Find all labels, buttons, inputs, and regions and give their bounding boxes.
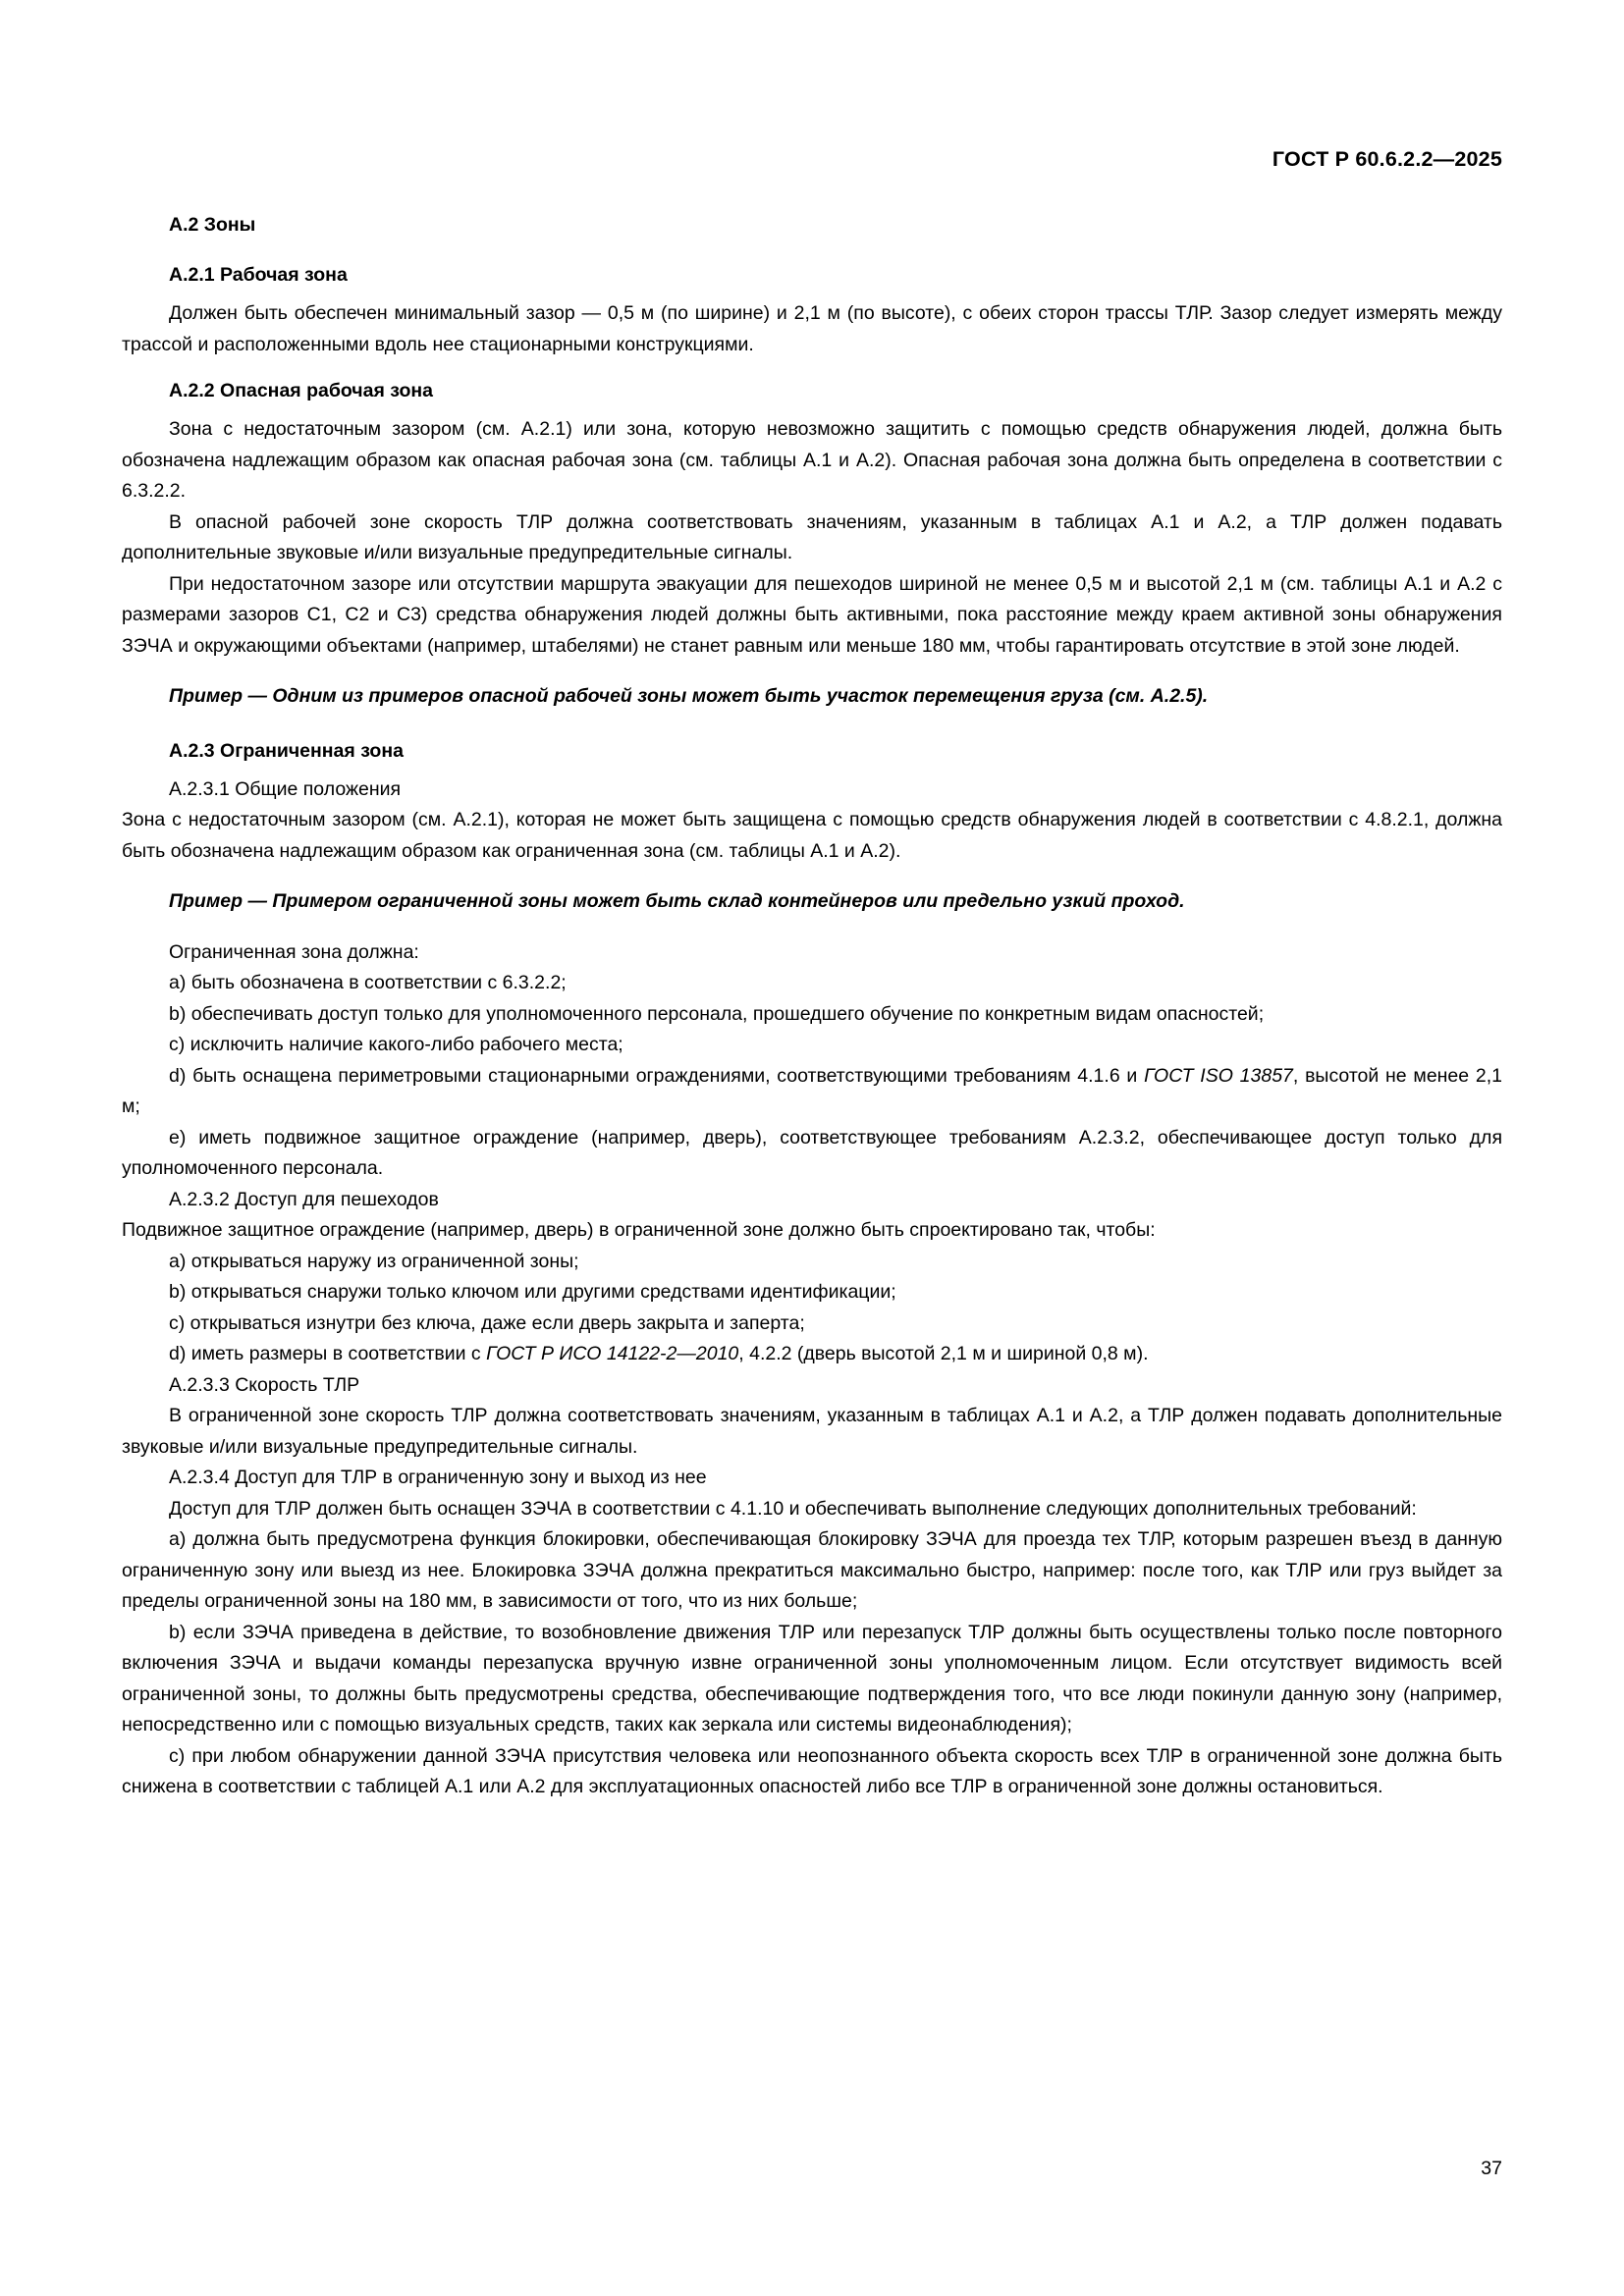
list-item-a231-c: c) исключить наличие какого-либо рабочего места; <box>169 1034 623 1055</box>
paragraph-a234-1: Доступ для ТЛР должен быть оснащен ЗЭЧА в соответствии с 4.1.10 и обеспечивать выполнение следующих дополнительных требований: <box>169 1497 1417 1520</box>
list-item-a231-d-text1: d) быть оснащена периметровыми стационарными ограждениями, соответствующими требованиям 4.1.6 и <box>169 1064 1145 1087</box>
list-item-a232-b: b) открываться снаружи только ключом или другими средствами идентификации; <box>169 1281 896 1303</box>
heading-a22: А.2.2 Опасная рабочая зона <box>169 380 434 401</box>
list-item-a232-a: a) открываться наружу из ограниченной зоны; <box>169 1250 579 1272</box>
reference-gost-iso-13857: ГОСТ ISO 13857 <box>1144 1064 1293 1087</box>
list-item-a232-d <box>122 1339 1502 1370</box>
list-item-a231-d-text2: , высотой не менее 2,1 м; <box>122 1064 1502 1117</box>
heading-a233: А.2.3.3 Скорость ТЛР <box>169 1373 360 1396</box>
heading-a234: А.2.3.4 Доступ для ТЛР в ограниченную зону и выход из нее <box>169 1467 707 1488</box>
paragraph-a233-1: В ограниченной зоне скорость ТЛР должна соответствовать значениям, указанным в таблицах А.1 и А.2, а ТЛР должен подавать дополнительные звуковые и/или визуальные предупредительные сигналы. <box>122 1405 1502 1458</box>
list-item-a231-b: b) обеспечивать доступ только для уполномоченного персонала, прошедшего обучение по конкретным видам опасностей; <box>169 1002 1265 1025</box>
heading-a232: А.2.3.2 Доступ для пешеходов <box>169 1188 439 1210</box>
list-item-a231-a: a) быть обозначена в соответствии с 6.3.2.2; <box>169 972 567 993</box>
list-item-a231-d <box>122 1061 1502 1123</box>
heading-a231: А.2.3.1 Общие положения <box>169 777 402 800</box>
paragraph-a22-2: В опасной рабочей зоне скорость ТЛР должна соответствовать значениям, указанным в таблицах А.1 и А.2, а ТЛР должен подавать дополнительные звуковые и/или визуальные предупредительные сигналы. <box>122 510 1502 563</box>
heading-a21: А.2.1 Рабочая зона <box>169 264 348 286</box>
page-header-standard-id: ГОСТ Р 60.6.2.2—2025 <box>1272 147 1502 171</box>
paragraph-a22-3: При недостаточном зазоре или отсутствии маршрута эвакуации для пешеходов шириной не менее 0,5 м и высотой 2,1 м (см. таблицы А.1 и А.2 с размерами зазоров С1, С2 и С3) средства обнаружения людей должны быть активными, пока расстояние между краем активной зоны обнаружения ЗЭЧА и окружающими объектами (например, штабелями) не станет равным или меньше 180 мм, чтобы гарантировать отсутствие в этой зоне людей. <box>122 572 1502 657</box>
heading-a2: А.2 Зоны <box>169 214 256 236</box>
list-item-a232-c: c) открываться изнутри без ключа, даже если дверь закрыта и заперта; <box>169 1311 805 1334</box>
list-item-a232-d-text2: , 4.2.2 (дверь высотой 2,1 м и шириной 0,8 м). <box>738 1343 1149 1364</box>
document-body <box>122 214 1502 1803</box>
paragraph-a22-1: Зона с недостаточным зазором (см. А.2.1) или зона, которую невозможно защитить с помощью средств обнаружения людей, должна быть обозначена надлежащим образом как опасная рабочая зона (см. таблицы А.1 и А.2). Опасная рабочая зона должна быть определена в соответствии с 6.3.2.2. <box>122 418 1502 502</box>
list-item-a231-e: e) иметь подвижное защитное ограждение (например, дверь), соответствующее требованиям А.2.3.2, обеспечивающее доступ только для уполномоченного персонала. <box>122 1126 1502 1179</box>
list-item-a234-a: a) должна быть предусмотрена функция блокировки, обеспечивающая блокировку ЗЭЧА для проезда тех ТЛР, которым разрешен въезд в данную ограниченную зону или выезд из нее. Блокировка ЗЭЧА должна прекратиться максимально быстро, например: после того, как ТЛР или груз выйдет за пределы ограниченной зоны на 180 мм, в зависимости от того, что из них больше; <box>122 1528 1502 1612</box>
paragraph-a231-lead: Ограниченная зона должна: <box>169 940 419 963</box>
heading-a23: А.2.3 Ограниченная зона <box>169 739 404 762</box>
paragraph-a232-1: Подвижное защитное ограждение (например, дверь) в ограниченной зоне должно быть спроектировано так, чтобы: <box>122 1219 1156 1241</box>
paragraph-a231-1: Зона с недостаточным зазором (см. А.2.1), которая не может быть защищена с помощью средств обнаружения людей в соответствии с 4.8.2.1, должна быть обозначена надлежащим образом как ограниченная зона (см. таблицы А.1 и А.2). <box>122 809 1502 862</box>
list-item-a234-c: c) при любом обнаружении данной ЗЭЧА присутствия человека или неопознанного объекта скорость всех ТЛР в ограниченной зоне должна быть снижена в соответствии с таблицей А.1 или А.2 для эксплуатационных опасностей либо все ТЛР в ограниченной зоне должны остановиться. <box>122 1744 1502 1797</box>
example-a22: Пример — Одним из примеров опасной рабочей зоны может быть участок перемещения груза (см. А.2.5). <box>169 685 1209 707</box>
example-a231: Пример — Примером ограниченной зоны может быть склад контейнеров или предельно узкий проход. <box>169 890 1185 912</box>
reference-gost-r-iso-14122-2: ГОСТ Р ИСО 14122-2—2010 <box>486 1343 739 1364</box>
list-item-a234-b: b) если ЗЭЧА приведена в действие, то возобновление движения ТЛР или перезапуск ТЛР должны быть осуществлены только после повторного включения ЗЭЧА и выдачи команды перезапуска вручную извне ограниченной зоны уполномоченным лицом. Если отсутствует видимость всей ограниченной зоны, то должны быть предусмотрены средства, обеспечивающие подтверждения того, что все люди покинули данную зону (например, непосредственно или с помощью визуальных средств, таких как зеркала или системы видеонаблюдения); <box>122 1621 1502 1735</box>
paragraph-a21-1: Должен быть обеспечен минимальный зазор — 0,5 м (по ширине) и 2,1 м (по высоте), с обеих сторон трассы ТЛР. Зазор следует измерять между трассой и расположенными вдоль нее стационарными конструкциями. <box>122 302 1502 355</box>
page-number: 37 <box>1481 2158 1502 2179</box>
list-item-a232-d-text1: d) иметь размеры в соответствии с <box>169 1343 487 1364</box>
